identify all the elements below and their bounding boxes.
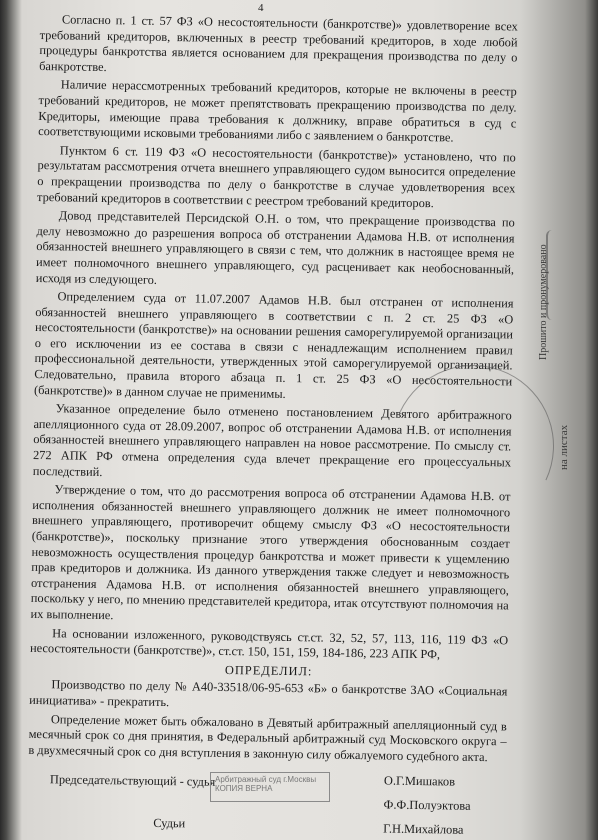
resolution-paragraph: Определение может быть обжаловано в Девятый арбитражный апелляционный суд в месячный срок со дня принятия, в Федеральный арбитражный суд Московского округа – в двухмесячный срок со дня вступления в законную силу обжалуемого судебного акта. <box>28 711 507 764</box>
stamp-line1: Арбитражный суд г.Москвы <box>215 775 317 784</box>
paragraph: Определением суда от 11.07.2007 Адамов Н.В. был отстранен от исполнения обязанностей внешнего управляющего в соответствии с п. 2 ст. 25 ФЗ «О несостоятельности (банкротстве)» на основании решения саморегулируемой организации о его исключении из ее состава в связи с ненадлежащим исполнением правил профессиональной деятельности, утвержденных этой саморегулируемой организацией. Следовательно, правила второго абзаца п. 1 ст. 25 ФЗ «О несостоятельности (банкротстве)» в данном случае не применимы. <box>33 289 514 401</box>
page-number: 4 <box>258 2 264 14</box>
resolution-heading: ОПРЕДЕЛИЛ: <box>224 662 313 679</box>
judge-name: Г.Н.Михайлова <box>383 821 464 838</box>
judge-name: Ф.Ф.Полуэктова <box>383 797 471 814</box>
copy-stamp <box>210 772 330 802</box>
paragraph: Пунктом 6 ст. 119 ФЗ «О несостоятельности (банкротстве)» установлено, что по результатам рассмотрения отчета внешнего управляющего судом выносится определение о прекращении производства по делу о банкротстве в случае удовлетворения всех требований кредиторов в соответствии с реестром требований кредиторов. <box>36 143 516 210</box>
margin-note-line2: на листах <box>558 424 570 470</box>
handwritten-signature <box>546 230 570 320</box>
paragraph: Согласно п. 1 ст. 57 ФЗ «О несостоятельности (банкротстве)» удовлетворение всех требований кредиторов, включенных в реестр требований кредиторов, в ходе любой процедуры банкротства является основанием для прекращения производства по делу о банкротстве. <box>39 12 518 74</box>
margin-note-line1: Прошито и пронумеровано <box>538 244 549 360</box>
resolution-paragraph: Производство по делу № А40-33518/06-95-653 «Б» о банкротстве ЗАО «Социальная инициатива» - прекратить. <box>29 677 508 710</box>
paragraph: Указанное определение было отменено постановлением Девятого арбитражного апелляционного суда от 28.09.2007, вопрос об отстранении Адамова Н.В. от исполнения обязанностей внешнего управляющего направлен на новое рассмотрение. По смыслу ст. 272 АПК РФ отмена определения суда влечет прекращение его процессуальных последствий. <box>32 401 512 479</box>
stamp-line2: КОПИЯ ВЕРНА <box>215 784 273 793</box>
paragraph: Довод представителей Персидской О.Н. о том, что прекращение производства по делу невозможно до разрешения вопроса об отстранении Адамова Н.В. от исполнения обязанностей внешнего управляющего в связи с тем, что должник в настоящее время не имеет полномочного внешнего управляющего, суд расценивает как необоснованный, исходя из следующего. <box>35 208 515 287</box>
paragraph: На основании изложенного, руководствуясь ст.ст. 32, 52, 57, 113, 116, 119 ФЗ «О несостоятельности (банкротстве)», ст.ст. 150, 151, 159, 184-186, 223 АПК РФ, <box>29 625 509 662</box>
chair-label: Председательствующий - судья <box>49 772 216 790</box>
paragraph: Наличие нерассмотренных требований кредиторов, которые не включены в реестр требований кредиторов, не может препятствовать прекращению производства по делу. Кредиторы, имеющие права требования к должнику, вправе обратиться в суд с соответствующими исковыми требованиями либо с заявлением о банкротстве. <box>38 77 517 145</box>
judges-label: Судьи <box>153 816 186 831</box>
judge-name: О.Г.Мишаков <box>383 773 456 789</box>
paragraph: Утверждение о том, что до рассмотрения вопроса об отстранении Адамова Н.В. от исполнения обязанностей внешнего управляющего должник не имеет полномочного внешнего управляющего, противоречит общему смыслу ФЗ «О несостоятельности (банкротстве)», поскольку признание этого утверждения обоснованным создает невозможность осуществления процедур банкротства и может привести к ущемлению прав кредиторов и должника. Из данного утверждения также следует и невозможность отстранения Адамова Н.В. от исполнения обязанностей внешнего управляющего, поскольку у него, по мнению представителей кредитора, итак отсутствуют полномочия на их выполнение. <box>30 482 511 623</box>
